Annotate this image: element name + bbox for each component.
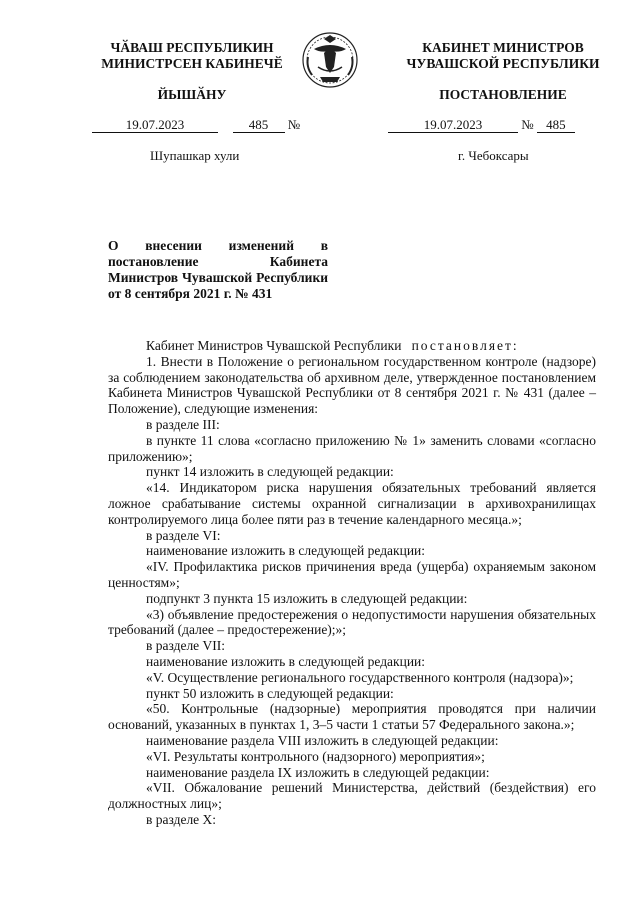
body-paragraph: 1. Внести в Положение о региональном государственном контроле (надзоре) за соблюдением законодательства об архивном деле, утвержденное постановлением Кабинета Министров Чувашской Республики от 8 сентября 2021 г. № 431 (далее – Положение), следующие изменения: xyxy=(108,353,596,417)
registration-left-date: 19.07.2023 xyxy=(92,117,218,133)
doctype-left: ЙЫШӐНУ xyxy=(157,87,227,102)
body-paragraph: «VI. Результаты контрольного (надзорного) мероприятия»; xyxy=(146,748,485,764)
chuvash-emblem-icon xyxy=(300,27,360,91)
body-paragraph: «V. Осуществление регионального государственного контроля (надзора)»; xyxy=(146,669,574,685)
body-paragraph: подпункт 3 пункта 15 изложить в следующей редакции: xyxy=(146,590,468,606)
body-paragraph: в разделе VII: xyxy=(146,638,226,654)
body-paragraph: наименование изложить в следующей редакции: xyxy=(146,653,426,669)
intro-verb: постановляет: xyxy=(411,338,519,353)
document-title: О внесении изменений в постановление Кабинета Министров Чувашской Республики от 8 сентября 2021 г. № 431 xyxy=(108,238,328,301)
body-paragraph: в разделе VI: xyxy=(146,527,221,543)
place-right: г. Чебоксары xyxy=(458,148,529,163)
body-paragraph: «IV. Профилактика рисков причинения вреда (ущерба) охраняемым законом ценностям»; xyxy=(108,559,596,590)
registration-right-number-sign: № xyxy=(521,117,534,132)
intro-prefix: Кабинет Министров Чувашской Республики xyxy=(146,338,402,353)
registration-left-number: 485 xyxy=(233,117,285,133)
body-paragraph: пункт 50 изложить в следующей редакции: xyxy=(146,685,394,701)
header-left-org xyxy=(92,40,292,72)
body-paragraph: «VII. Обжалование решений Министерства, действий (бездействия) его должностных лиц»; xyxy=(108,780,596,812)
body-paragraph: наименование изложить в следующей редакции: xyxy=(146,543,426,559)
registration-right-date: 19.07.2023 xyxy=(388,117,518,133)
body-paragraph: в разделе III: xyxy=(146,416,220,432)
registration-left-number-sign: № xyxy=(287,117,301,132)
body-paragraph: «3) объявление предостережения о недопустимости нарушения обязательных требований (далее – предостережение);»; xyxy=(108,606,596,638)
doctype-right: ПОСТАНОВЛЕНИЕ xyxy=(439,87,567,102)
body-paragraph: пункт 14 изложить в следующей редакции: xyxy=(146,464,394,480)
body-paragraph: в пункте 11 слова «согласно приложению № 1» заменить словами «согласно приложению»; xyxy=(108,432,596,464)
body-paragraph: в разделе X: xyxy=(146,811,217,827)
body-paragraph: «50. Контрольные (надзорные) мероприятия проводятся при наличии оснований, указанных в пунктах 1, 3–5 части 1 статьи 57 Федерального закона.»; xyxy=(108,701,596,733)
body-intro xyxy=(108,338,596,354)
header-right-line1: КАБИНЕТ МИНИСТРОВ xyxy=(422,40,584,55)
header-right-org xyxy=(398,40,608,72)
registration-right xyxy=(388,117,575,133)
body-paragraph: наименование раздела VIII изложить в следующей редакции: xyxy=(146,732,499,748)
registration-left xyxy=(92,117,300,133)
header-left-line2: МИНИСТРСЕН КАБИНЕЧӖ xyxy=(101,56,283,71)
header-right-line2: ЧУВАШСКОЙ РЕСПУБЛИКИ xyxy=(406,56,600,71)
place-left: Шупашкар хули xyxy=(150,148,240,163)
document-body xyxy=(108,338,596,828)
registration-right-number: 485 xyxy=(537,117,575,133)
body-paragraph: наименование раздела IX изложить в следующей редакции: xyxy=(146,764,490,780)
body-paragraph: «14. Индикатором риска нарушения обязательных требований является ложное срабатывание системы охранной сигнализации в архивохранилищах контролируемого лица более пяти раз в течение календарного месяца.»; xyxy=(108,480,596,527)
header-left-line1: ЧӐВАШ РЕСПУБЛИКИН xyxy=(110,40,274,55)
